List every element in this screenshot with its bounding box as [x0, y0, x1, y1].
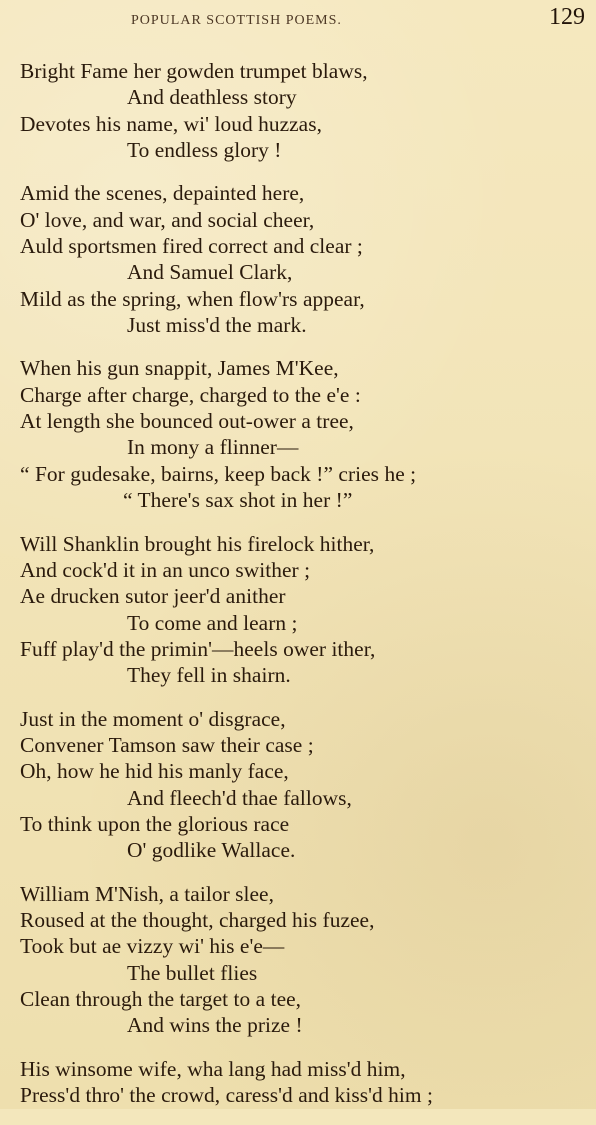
poem-line: “ There's sax shot in her !” — [123, 488, 353, 513]
poem-line: To endless glory ! — [127, 138, 282, 163]
poem-line: When his gun snappit, James M'Kee, — [20, 356, 339, 381]
poem-line: And wins the prize ! — [127, 1013, 303, 1038]
poem-line: And deathless story — [127, 85, 297, 110]
poem-line: Fuff play'd the primin'—heels ower ither, — [20, 636, 376, 661]
poem-line: Devotes his name, wi' loud huzzas, — [20, 111, 322, 136]
poem-line: Just in the moment o' disgrace, — [20, 706, 286, 731]
poem-line: In mony a flinner— — [127, 435, 299, 460]
poem-line: Oh, how he hid his manly face, — [20, 759, 289, 784]
stanza — [0, 706, 596, 864]
stanza — [0, 58, 596, 163]
poem-line: The bullet flies — [127, 960, 258, 985]
poem-line: Will Shanklin brought his firelock hither, — [20, 531, 375, 556]
stanza — [0, 355, 596, 513]
poem-line: Convener Tamson saw their case ; — [20, 732, 314, 757]
poem-line: To come and learn ; — [127, 610, 298, 635]
stanza — [0, 180, 596, 338]
poem-line: O' love, and war, and social cheer, — [20, 207, 315, 232]
poem-line: William M'Nish, a tailor slee, — [20, 881, 274, 906]
poem-line: Auld sportsmen fired correct and clear ; — [20, 234, 363, 259]
poem-line: O' godlike Wallace. — [127, 838, 296, 863]
poem-line: At length she bounced out-ower a tree, — [20, 409, 354, 434]
poem-line: Clean through the target to a tee, — [20, 987, 302, 1011]
running-head: POPULAR SCOTTISH POEMS. — [131, 13, 342, 28]
stanza — [0, 531, 596, 689]
stanza — [0, 1056, 596, 1109]
poem-line: Bright Fame her gowden trumpet blaws, — [20, 59, 368, 83]
poem-line: Roused at the thought, charged his fuzee, — [20, 907, 375, 932]
poem-line: Took but ae vizzy wi' his e'e— — [20, 934, 285, 959]
poem-line: Charge after charge, charged to the e'e : — [20, 382, 361, 407]
poem-line: And Samuel Clark, — [127, 260, 293, 285]
poem-line: And cock'd it in an unco swither ; — [20, 557, 311, 582]
poem-line: Ae drucken sutor jeer'd anither — [20, 584, 286, 609]
poem-line: Amid the scenes, depainted here, — [20, 181, 305, 206]
poem-line: Mild as the spring, when flow'rs appear, — [20, 286, 365, 311]
poem-line: To think upon the glorious race — [20, 811, 290, 836]
poem-line: They fell in shairn. — [127, 663, 291, 688]
poem-line: And fleech'd thae fallows, — [127, 785, 352, 810]
stanza — [0, 881, 596, 1039]
poem-line: “ For gudesake, bairns, keep back !” cries he ; — [20, 461, 417, 486]
poem-line: Just miss'd the mark. — [127, 313, 307, 338]
poem-line: His winsome wife, wha lang had miss'd him, — [20, 1056, 406, 1081]
poem-line: Press'd thro' the crowd, caress'd and kiss'd him ; — [20, 1083, 433, 1108]
poem-text — [0, 58, 596, 1125]
page-header — [0, 0, 596, 40]
page-number: 129 — [549, 4, 585, 30]
